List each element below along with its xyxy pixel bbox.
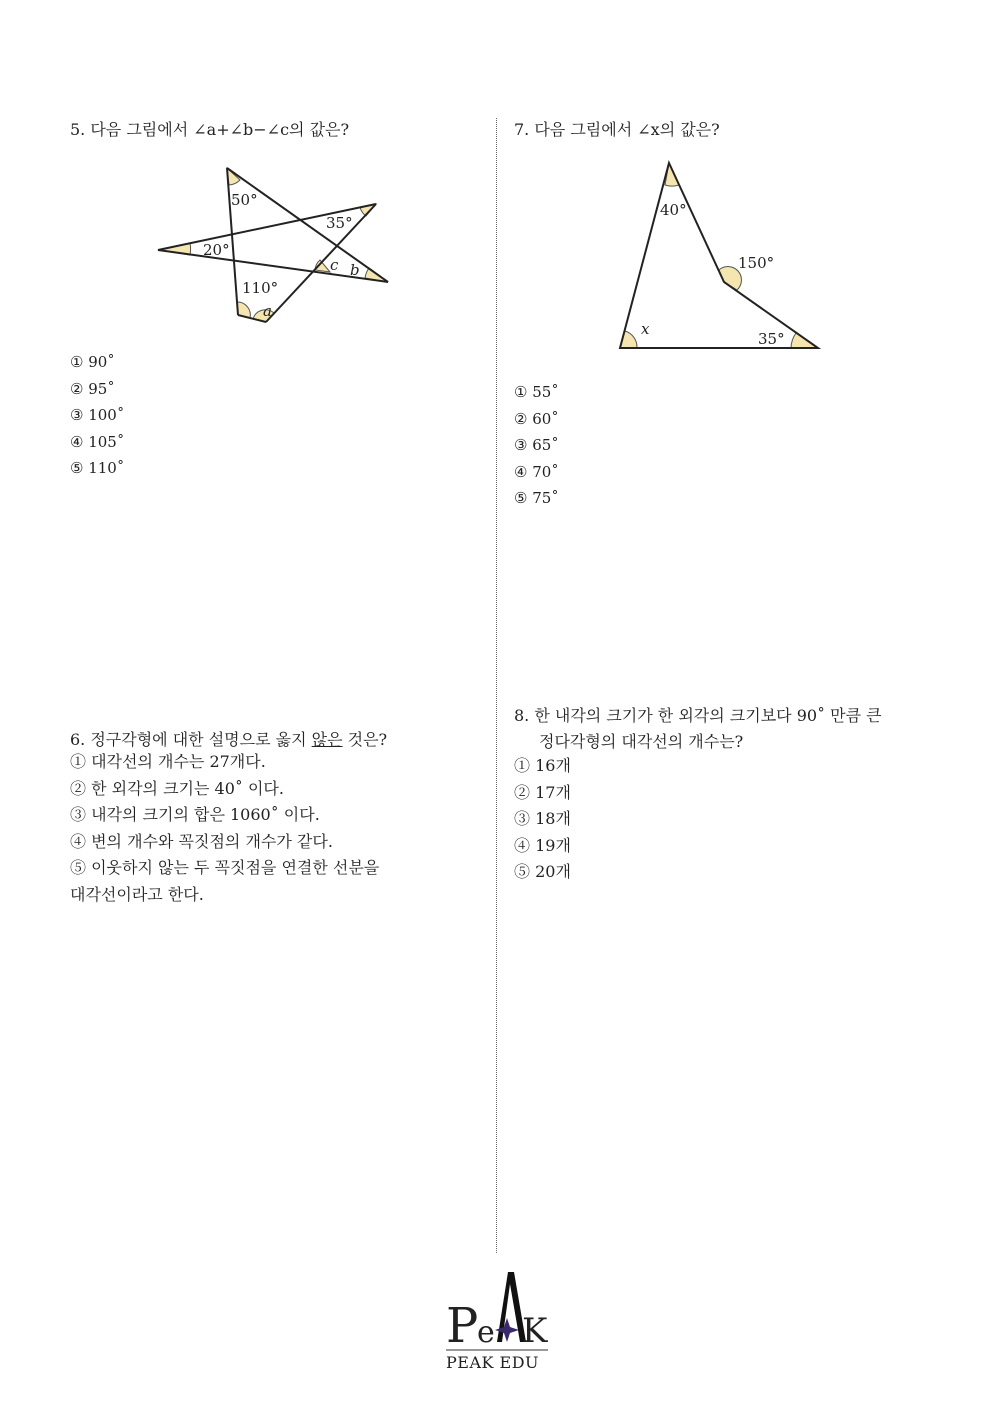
- label-x: x: [641, 320, 650, 338]
- q7-option-1[interactable]: ① 55˚: [514, 383, 559, 401]
- label-20: 20°: [203, 241, 230, 259]
- label-35: 35°: [326, 214, 353, 232]
- q5-option-1[interactable]: ① 90˚: [70, 353, 115, 371]
- label-a: a: [263, 302, 272, 320]
- label-b: b: [350, 261, 360, 279]
- label-40: 40°: [660, 201, 687, 219]
- q6-option-5-cont: 대각선이라고 한다.: [70, 884, 204, 904]
- q5-option-2[interactable]: ② 95˚: [70, 379, 115, 398]
- q5-option-3[interactable]: ③ 100˚: [70, 406, 125, 425]
- q6-option-5[interactable]: ⑤ 이웃하지 않는 두 꼭짓점을 연결한 선분을: [70, 858, 380, 878]
- q5-option-5[interactable]: ⑤ 110˚: [70, 459, 125, 478]
- svg-text:K: K: [522, 1311, 548, 1351]
- q8-option-5[interactable]: ⑤ 20개: [514, 862, 571, 882]
- q8-option-4[interactable]: ④ 19개: [514, 835, 571, 855]
- q6-option-1[interactable]: ① 대각선의 개수는 27개다.: [70, 752, 266, 771]
- q8-title-line2: 정다각형의 대각선의 개수는?: [539, 732, 744, 751]
- q7-option-4[interactable]: ④ 70˚: [514, 462, 559, 481]
- q6-title-post: 것은?: [342, 730, 388, 749]
- q8-option-2[interactable]: ② 17개: [514, 782, 571, 802]
- q8-option-3[interactable]: ③ 18개: [514, 809, 571, 829]
- q8-option-1[interactable]: ① 16개: [514, 756, 571, 775]
- label-50: 50°: [231, 191, 258, 209]
- q7-option-5[interactable]: ⑤ 75˚: [514, 489, 559, 508]
- q6-option-3[interactable]: ③ 내각의 크기의 합은 1060˚ 이다.: [70, 805, 320, 825]
- label-110: 110°: [242, 279, 279, 297]
- q7-title: 7. 다음 그림에서 ∠x의 값은?: [514, 120, 720, 139]
- q5-option-4[interactable]: ④ 105˚: [70, 432, 125, 451]
- label-c: c: [330, 256, 339, 274]
- q6-title-underlined: 않은: [311, 730, 343, 749]
- label-35: 35°: [758, 330, 785, 348]
- svg-text:e: e: [477, 1315, 495, 1350]
- q5-title: 5. 다음 그림에서 ∠a+∠b−∠c의 값은?: [70, 120, 350, 139]
- q6-option-2[interactable]: ② 한 외각의 크기는 40˚ 이다.: [70, 778, 284, 798]
- q7-option-3[interactable]: ③ 65˚: [514, 436, 559, 455]
- brand-name: PEAK EDU: [446, 1353, 540, 1372]
- q6-option-4[interactable]: ④ 변의 개수와 꼭짓점의 개수가 같다.: [70, 831, 333, 851]
- label-150: 150°: [738, 254, 775, 272]
- svg-text:P: P: [446, 1298, 479, 1354]
- q7-option-2[interactable]: ② 60˚: [514, 409, 559, 428]
- q8-title-line1: 8. 한 내각의 크기가 한 외각의 크기보다 90˚ 만큼 큰: [514, 706, 882, 725]
- q6-title-pre: 6. 정구각형에 대한 설명으로 옳지: [70, 730, 312, 749]
